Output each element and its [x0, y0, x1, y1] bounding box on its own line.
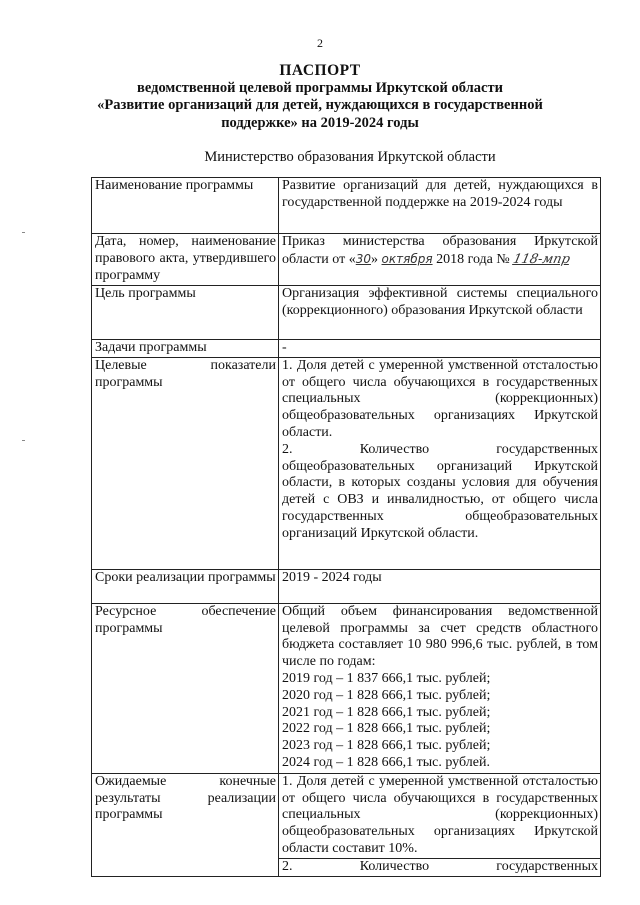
result-item: 2. Количество государственных: [279, 858, 600, 876]
indicator-item: 2. Количество государственных общеобразовательных организаций Иркутской области, в которых созданы условия для обучения детей с ОВЗ и инвалидностью, от общего числа государственных общеобразовательных организаций Иркутской области.: [282, 441, 598, 541]
year-funding: 2023 год – 1 828 666,1 тыс. рублей;: [282, 738, 491, 754]
year-funding: 2024 год – 1 828 666,1 тыс. рублей.: [282, 754, 490, 770]
document-heading: [60, 62, 580, 132]
row-label: Ресурсное обеспечение программы: [92, 603, 279, 773]
result-item: 1. Доля детей с умеренной умственной отсталостью от общего числа обучающихся в государственных специальных (коррекционных) общеобразовательных организациях Иркутской области составит 10%.: [282, 773, 598, 856]
row-label: Целевые показатели программы: [92, 357, 279, 569]
row-label: Сроки реализации программы: [92, 569, 279, 603]
margin-mark: [22, 440, 25, 441]
table-row: [92, 603, 601, 773]
table-row: [92, 357, 601, 569]
heading-line: «Развитие организаций для детей, нуждающихся в государственной: [97, 97, 543, 113]
page-number: 2: [317, 36, 323, 50]
row-label: Ожидаемые конечные результаты реализации программы: [92, 773, 279, 876]
resources-intro: Общий объем финансирования ведомственной целевой программы за счет средств областного бюджета составляет 10 980 996,6 тыс. рублей, в том числе по годам:: [282, 603, 598, 670]
row-label: Цель программы: [92, 286, 279, 340]
year-funding: 2020 год – 1 828 666,1 тыс. рублей;: [282, 687, 491, 703]
ministry-name: Министерство образования Иркутской области: [204, 149, 496, 165]
table-row: [92, 773, 601, 876]
handwritten-day: 30: [355, 251, 372, 266]
year-funding: 2021 год – 1 828 666,1 тыс. рублей;: [282, 704, 491, 720]
table-row: [92, 234, 601, 286]
indicator-item: 1. Доля детей с умеренной умственной отсталостью от общего числа обучающихся в государственных специальных (коррекционных) общеобразовательных организациях Иркутской области.: [282, 357, 598, 440]
row-value: [279, 357, 601, 569]
row-value: -: [279, 340, 601, 358]
row-value: 2019 - 2024 годы: [279, 569, 601, 603]
year-funding: 2022 год – 1 828 666,1 тыс. рублей;: [282, 721, 491, 737]
act-text: 2018 года №: [436, 251, 514, 267]
document-title: ПАСПОРТ: [279, 62, 361, 79]
table-row: [92, 178, 601, 234]
table-row: [92, 569, 601, 603]
margin-mark: [22, 232, 25, 233]
act-text: Приказ министерства образования Иркутской области от «: [282, 234, 598, 267]
row-label: Наименование программы: [92, 178, 279, 234]
passport-table: [91, 177, 601, 877]
handwritten-number: 118-мпр: [511, 251, 572, 267]
year-funding: 2019 год – 1 837 666,1 тыс. рублей;: [282, 670, 491, 686]
row-value: Приказ министерства образования Иркутской области от «30» октября 2018 года № 118-мпр: [279, 234, 601, 286]
heading-line: поддержке» на 2019-2024 годы: [221, 114, 419, 131]
row-value: Организация эффективной системы специального (коррекционного) образования Иркутской области: [279, 286, 601, 340]
heading-line: ведомственной целевой программы Иркутской области: [137, 79, 503, 96]
table-row: [92, 340, 601, 358]
row-label: Дата, номер, наименование правового акта, утвердившего программу: [92, 234, 279, 286]
row-value: Развитие организаций для детей, нуждающихся в государственной поддержке на 2019-2024 годы: [279, 178, 601, 234]
handwritten-month: октября: [381, 251, 433, 266]
row-value: [279, 773, 601, 876]
row-label: Задачи программы: [92, 340, 279, 358]
table-row: [92, 286, 601, 340]
row-value: [279, 603, 601, 773]
